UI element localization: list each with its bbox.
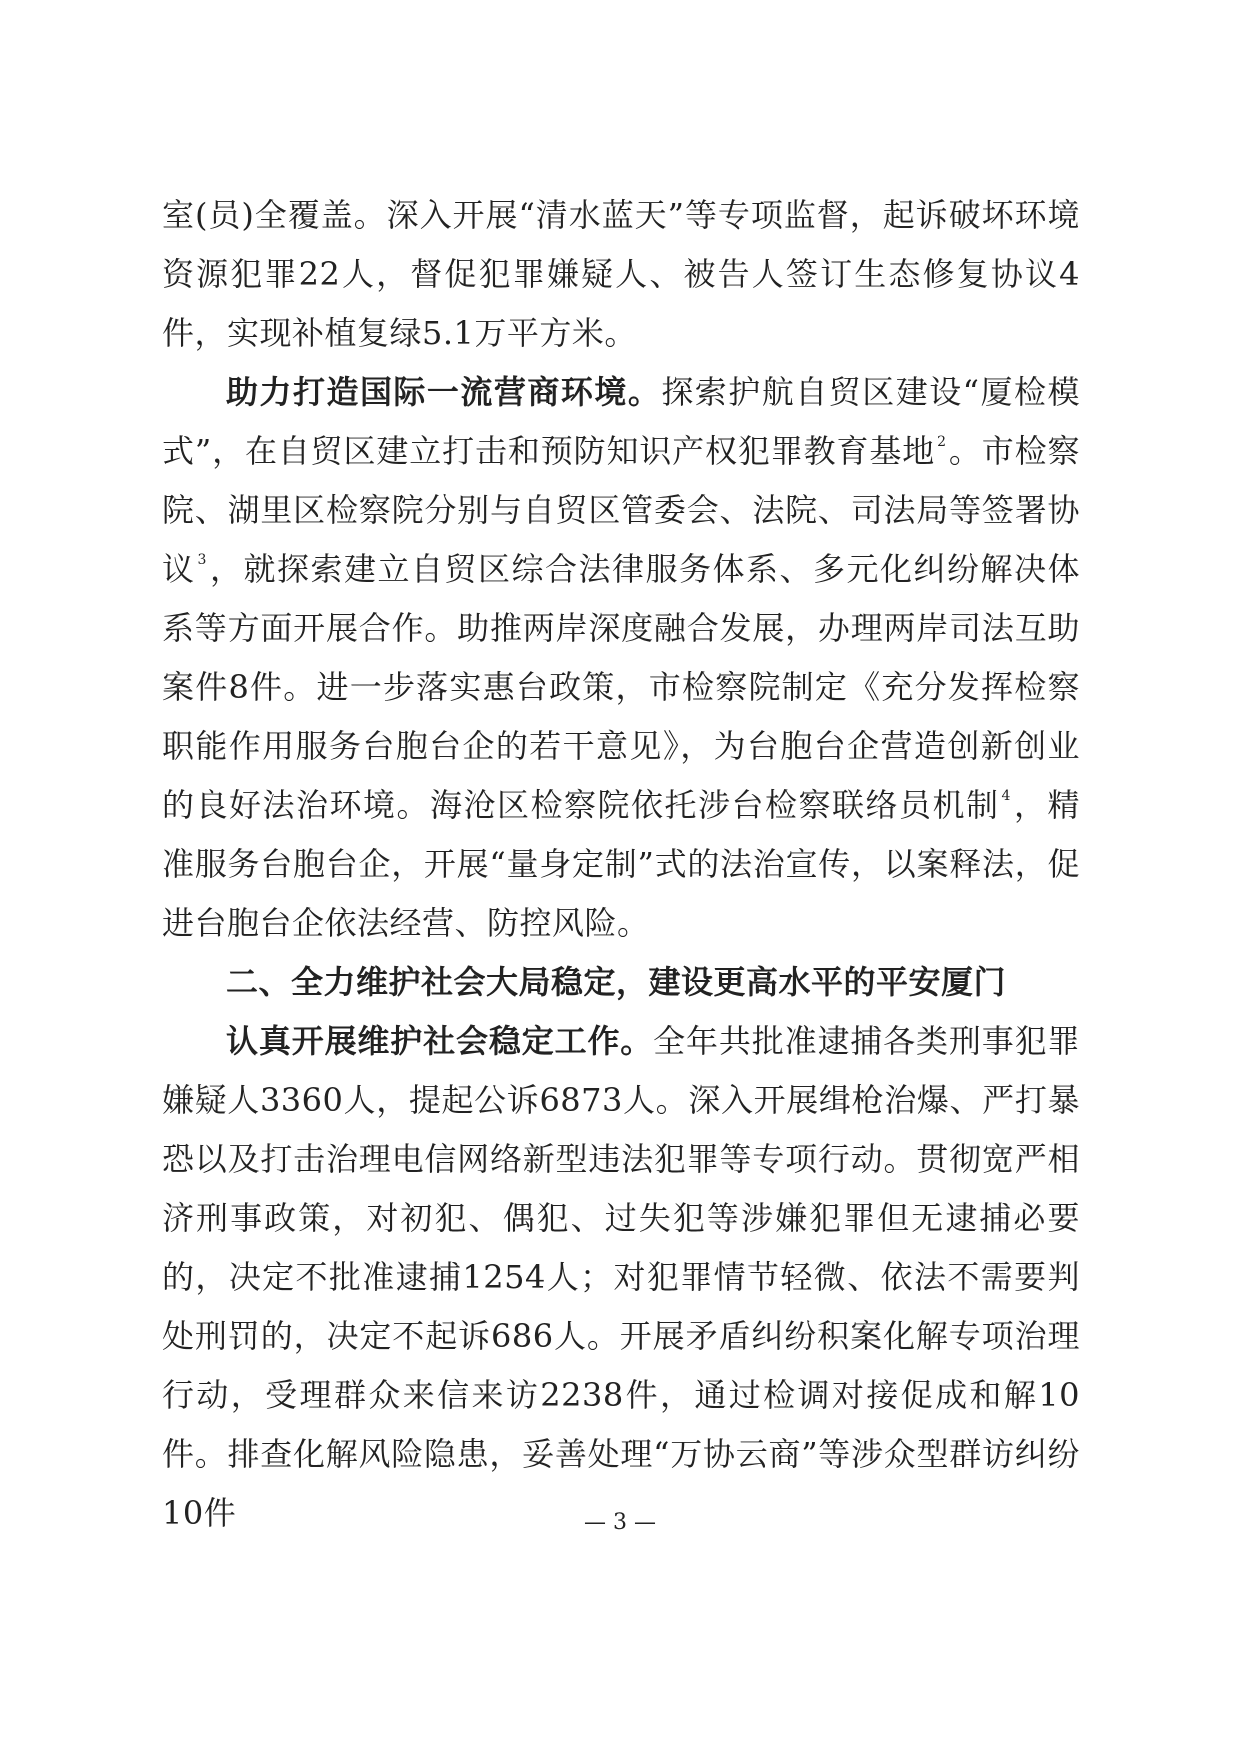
footnote-marker-2: 2 <box>937 434 947 450</box>
paragraph-2-lead: 助力打造国际一流营商环境。 <box>226 373 662 411</box>
paragraph-3 <box>162 1012 1080 1543</box>
paragraph-3-lead: 认真开展维护社会稳定工作。 <box>226 1022 654 1060</box>
footnote-marker-3: 3 <box>197 552 207 568</box>
page-number: — 3 — <box>584 1510 656 1535</box>
paragraph-1-text: 室(员)全覆盖。深入开展“清水蓝天”等专项监督，起诉破坏环境资源犯罪22人，督促犯罪嫌疑人、被告人签订生态修复协议4件，实现补植复绿5.1万平方米。 <box>162 196 1080 352</box>
paragraph-2-text-4: ，精准服务台胞台企，开展“量身定制”式的法治宣传，以案释法，促进台胞台企依法经营、防控风险。 <box>162 786 1080 942</box>
footnote-marker-4: 4 <box>1001 788 1011 804</box>
paragraph-2 <box>162 363 1080 953</box>
paragraph-3-text: 全年共批准逮捕各类刑事犯罪嫌疑人3360人，提起公诉6873人。深入开展缉枪治爆、严打暴恐以及打击治理电信网络新型违法犯罪等专项行动。贯彻宽严相济刑事政策，对初犯、偶犯、过失犯等涉嫌犯罪但无逮捕必要的，决定不批准逮捕1254人；对犯罪情节轻微、依法不需要判处刑罚的，决定不起诉686人。开展矛盾纠纷积案化解专项治理行动，受理群众来信来访2238件，通过检调对接促成和解10件。排查化解风险隐患，妥善处理“万协云商”等涉众型群访纠纷10件 <box>162 1022 1080 1532</box>
paragraph-2-text-2: 。市检察院、湖里区检察院分别与自贸区管委会、法院、司法局等签署协议 <box>162 432 1080 588</box>
section-heading: 二、全力维护社会大局稳定，建设更高水平的平安厦门 <box>226 963 1007 1001</box>
paragraph-2-text-1: 探索护航自贸区建设“厦检模式”，在自贸区建立打击和预防知识产权犯罪教育基地 <box>162 373 1080 470</box>
paragraph-1 <box>162 186 1080 363</box>
paragraph-2-text-3: ，就探索建立自贸区综合法律服务体系、多元化纠纷解决体系等方面开展合作。助推两岸深度融合发展，办理两岸司法互助案件8件。进一步落实惠台政策，市检察院制定《充分发挥检察职能作用服务台胞台企的若干意见》，为台胞台企营造创新创业的良好法治环境。海沧区检察院依托涉台检察联络员机制 <box>162 550 1080 824</box>
document-body <box>162 186 1080 1543</box>
